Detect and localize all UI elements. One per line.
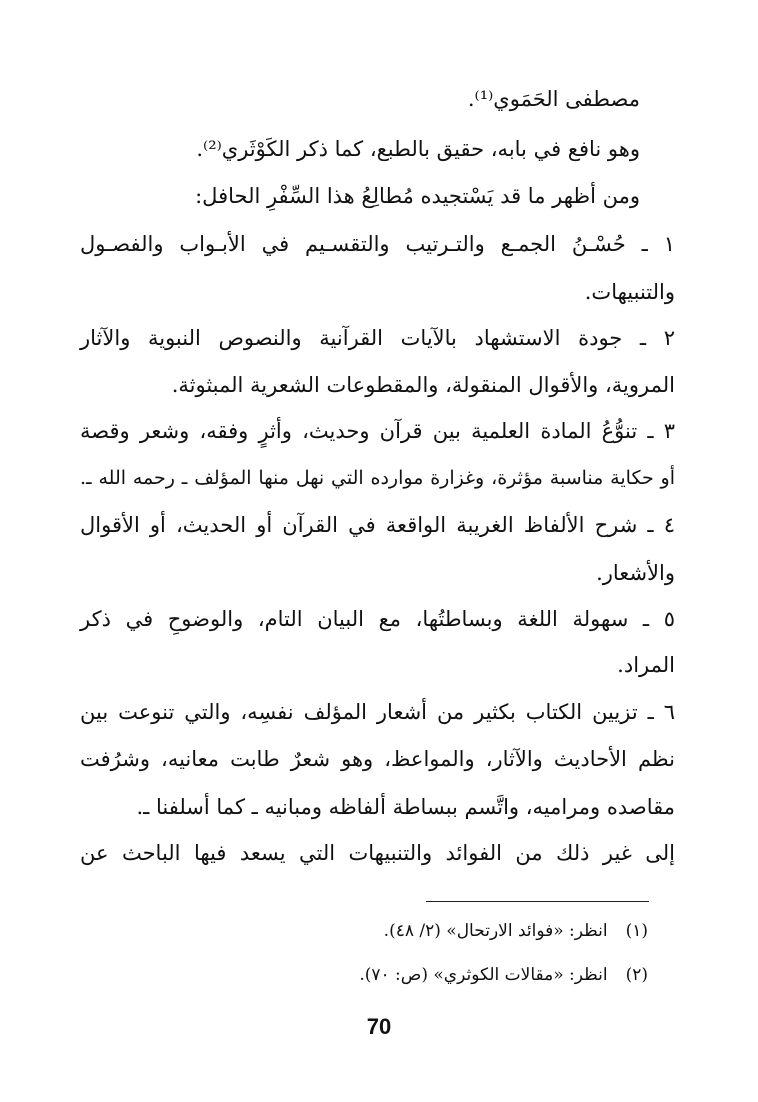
text-line-5: والتنبيهات.	[584, 280, 675, 304]
text-line-11: والأشعار.	[596, 561, 675, 585]
text-line-2: وهو نافع في بابه، حقيق بالطبع، كما ذكر الكَوْثَري⁽²⁾.	[196, 137, 640, 161]
footnote-1-number: (١)	[625, 921, 648, 941]
text-line-16: مقاصده ومراميه، واتَّسم ببساطة ألفاظه ومبانيه ـ كما أسلفنا ـ.	[136, 795, 675, 819]
text-line-12: ٥ ـ سهولة اللغة وبساطتُها، مع البيان التام، والوضوحِ في ذكر	[80, 607, 675, 631]
text-line-10: ٤ ـ شرح الألفاظ الغريبة الواقعة في القرآن أو الحديث، أو الأقوال	[80, 513, 675, 537]
text-line-1: مصطفى الحَمَوي⁽¹⁾.	[467, 87, 640, 111]
text-line-3: ومن أظهر ما قد يَسْتجيده مُطالِعُ هذا السِّفْرِ الحافل:	[195, 184, 640, 208]
text-line-4: ١ ـ حُسْـنُ الجمـع والتـرتيب والتقسـيم في الأبـواب والفصـول	[80, 232, 675, 256]
footnote-separator	[426, 901, 649, 902]
page-number: 70	[366, 1014, 392, 1039]
text-line-6: ٢ ـ جودة الاستشهاد بالآيات القرآنية والنصوص النبوية والآثار	[80, 326, 675, 350]
text-line-7: المروية، والأقوال المنقولة، والمقطوعات الشعرية المبثوثة.	[171, 373, 675, 397]
text-line-9: أو حكاية مناسبة مؤثرة، وغزارة موارده التي نهل منها المؤلف ـ رحمه الله ـ.	[80, 467, 675, 489]
text-line-15: نظم الأحاديث والآثار، والمواعظ، وهو شعرٌ طابت معانيه، وشرُفت	[80, 747, 675, 771]
footnote-1-text: انظر: «فوائد الارتحال» (٢/ ٤٨).	[383, 921, 608, 941]
footnote-2-number: (٢)	[625, 965, 648, 985]
footnote-2-text: انظر: «مقالات الكوثري» (ص: ٧٠).	[359, 965, 608, 985]
footnote-2	[88, 962, 648, 988]
text-line-13: المراد.	[617, 653, 675, 677]
text-line-8: ٣ ـ تنوُّعُ المادة العلمية بين قرآن وحديث، وأثرٍ وفقه، وشعر وقصة	[80, 419, 675, 443]
text-line-17: إلى غير ذلك من الفوائد والتنبيهات التي يسعد فيها الباحث عن	[80, 841, 675, 865]
text-line-14: ٦ ـ تزيين الكتاب بكثير من أشعار المؤلف نفسِه، والتي تنوعت بين	[80, 700, 675, 724]
footnote-1	[88, 918, 648, 944]
